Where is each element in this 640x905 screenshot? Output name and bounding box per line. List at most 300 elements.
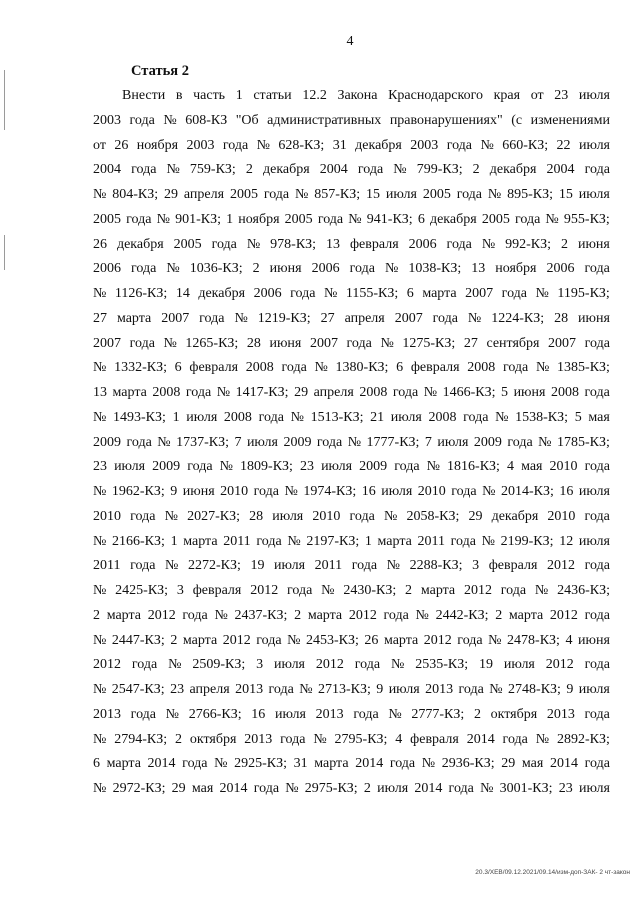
- body-word: 3: [176, 583, 184, 598]
- body-word: года: [353, 706, 379, 722]
- body-word: декабря: [491, 508, 539, 524]
- body-word: 28: [249, 508, 264, 524]
- body-word: сентября: [486, 335, 540, 351]
- body-word: 2014: [466, 731, 495, 747]
- body-word: года: [584, 261, 610, 277]
- body-word: февраля: [410, 360, 460, 376]
- body-word: года: [446, 137, 473, 153]
- body-word: 4: [507, 459, 514, 475]
- body-word: 660-КЗ;: [502, 137, 549, 153]
- body-word: 2: [294, 607, 302, 623]
- body-word: 27: [463, 335, 478, 351]
- body-word: 2766-КЗ;: [188, 706, 242, 722]
- body-word: 2453-КЗ;: [305, 632, 359, 648]
- body-word: 2008: [467, 360, 496, 376]
- body-word: 6: [417, 211, 425, 227]
- body-word: июня: [269, 261, 302, 277]
- body-word: 2535-КЗ;: [415, 657, 469, 673]
- body-word: 2442-КЗ;: [435, 607, 489, 623]
- body-word: 2713-КЗ;: [317, 682, 371, 697]
- body-word: ноября: [136, 137, 179, 153]
- body-word: 608-КЗ: [185, 112, 228, 128]
- body-word: №: [93, 286, 107, 301]
- body-word: №: [535, 360, 550, 376]
- body-word: года: [349, 508, 375, 524]
- body-word: 1785-КЗ;: [556, 434, 610, 450]
- body-word: июля: [186, 409, 218, 425]
- body-line: [93, 257, 610, 282]
- body-word: 2013: [93, 706, 121, 722]
- body-word: №: [545, 211, 559, 227]
- body-word: 2: [245, 162, 253, 178]
- body-word: 2436-КЗ;: [557, 583, 610, 598]
- body-word: 2795-КЗ;: [334, 731, 388, 747]
- body-word: года: [281, 360, 307, 376]
- body-word: 2008: [152, 385, 181, 400]
- body-word: июля: [272, 508, 304, 524]
- body-line: [93, 332, 610, 357]
- body-word: 2006: [311, 261, 340, 277]
- body-word: №: [383, 508, 398, 524]
- body-word: декабря: [489, 162, 537, 178]
- body-word: 2012: [545, 657, 574, 673]
- body-word: от: [530, 88, 544, 103]
- body-word: 1: [364, 533, 372, 549]
- body-word: №: [480, 781, 494, 796]
- body-word: марта: [508, 607, 544, 623]
- body-word: марта: [116, 310, 152, 326]
- body-word: июля: [578, 682, 610, 697]
- body-word: 992-КЗ;: [505, 236, 552, 252]
- body-word: года: [253, 484, 279, 499]
- body-word: 2010: [549, 459, 578, 475]
- body-line: [93, 480, 610, 505]
- body-word: февраля: [189, 360, 239, 376]
- body-word: №: [93, 187, 107, 202]
- body-word: года: [131, 261, 157, 277]
- body-word: 1036-КЗ;: [189, 261, 243, 277]
- body-word: 29: [164, 187, 179, 202]
- body-word: марта: [106, 607, 141, 623]
- body-word: 1737-КЗ;: [176, 434, 229, 450]
- body-line: [93, 604, 610, 629]
- body-word: №: [467, 310, 482, 326]
- body-word: 978-КЗ;: [270, 236, 317, 252]
- body-word: №: [347, 434, 362, 450]
- body-word: 2010: [220, 484, 249, 499]
- body-word: 2012: [423, 632, 452, 648]
- body-word: 1: [170, 533, 178, 549]
- body-word: 3: [472, 558, 480, 574]
- body-word: года: [349, 261, 375, 277]
- body-word: №: [93, 533, 107, 549]
- body-line: [93, 109, 610, 134]
- body-word: 2008: [359, 385, 388, 400]
- body-word: края: [493, 88, 521, 103]
- body-word: года: [287, 583, 313, 598]
- body-word: июня: [513, 385, 546, 400]
- body-word: №: [166, 162, 180, 178]
- body-word: №: [480, 137, 494, 153]
- body-word: июля: [274, 558, 306, 574]
- body-word: 941-КЗ;: [366, 211, 413, 227]
- body-word: 2006: [408, 236, 437, 252]
- body-word: №: [214, 607, 228, 623]
- body-word: 628-КЗ;: [278, 137, 325, 153]
- body-word: №: [168, 657, 182, 673]
- body-word: 2288-КЗ;: [409, 558, 463, 574]
- body-word: №: [489, 682, 503, 697]
- body-word: года: [253, 781, 280, 796]
- body-word: 1513-КЗ;: [310, 409, 364, 425]
- body-word: года: [222, 137, 249, 153]
- body-word: 2013: [425, 682, 454, 697]
- body-word: июля: [273, 657, 305, 673]
- body-word: 2005: [229, 187, 258, 202]
- body-word: 4: [565, 632, 573, 648]
- body-word: 1: [172, 409, 180, 425]
- body-word: марта: [183, 533, 218, 549]
- body-word: 799-КЗ;: [416, 162, 463, 178]
- body-word: №: [423, 385, 438, 400]
- body-word: 2027-КЗ;: [187, 508, 240, 524]
- body-line: [93, 431, 610, 456]
- body-word: 1224-КЗ;: [491, 310, 545, 326]
- body-word: 2014: [414, 781, 443, 796]
- body-word: года: [317, 211, 344, 227]
- body-word: 23: [300, 459, 314, 475]
- body-line: [93, 356, 610, 381]
- body-word: 2425-КЗ;: [115, 583, 169, 598]
- body-word: №: [163, 335, 177, 351]
- body-word: №: [390, 657, 405, 673]
- body-word: №: [290, 409, 304, 425]
- body-word: 2: [252, 261, 260, 277]
- body-word: 12: [559, 533, 574, 549]
- body-word: №: [93, 360, 107, 376]
- body-word: №: [246, 236, 261, 252]
- body-word: 2430-КЗ;: [343, 583, 397, 598]
- body-word: 1816-КЗ;: [447, 459, 500, 475]
- body-word: 2936-КЗ;: [441, 756, 495, 772]
- body-word: 2003: [93, 112, 121, 128]
- body-word: 1493-КЗ;: [113, 409, 166, 425]
- body-word: №: [165, 706, 180, 722]
- body-word: марта: [314, 756, 349, 772]
- body-word: 1417-КЗ;: [235, 385, 289, 400]
- body-word: №: [538, 434, 552, 450]
- body-word: 2: [472, 162, 480, 178]
- body-word: года: [263, 187, 290, 202]
- body-word: июля: [503, 657, 535, 673]
- body-word: 2009: [93, 434, 121, 450]
- body-word: года: [514, 211, 541, 227]
- body-word: июля: [578, 533, 610, 549]
- body-word: 1155-КЗ;: [345, 286, 399, 301]
- body-word: года: [450, 533, 476, 549]
- body-word: №: [163, 112, 177, 128]
- body-word: года: [502, 360, 529, 376]
- body-word: года: [346, 335, 372, 351]
- body-word: июля: [578, 781, 610, 796]
- body-word: года: [584, 459, 610, 475]
- body-word: №: [386, 558, 401, 574]
- body-word: года: [256, 632, 282, 648]
- body-word: 2004: [319, 162, 348, 178]
- body-word: 1809-КЗ;: [240, 459, 293, 475]
- body-word: №: [535, 731, 550, 747]
- body-word: года: [130, 558, 156, 574]
- body-word: Краснодарского: [388, 88, 483, 103]
- body-word: №: [299, 682, 313, 697]
- body-line: [93, 282, 610, 307]
- body-line: [93, 530, 610, 555]
- body-word: 2010: [93, 508, 121, 524]
- body-word: №: [285, 781, 299, 796]
- body-word: 2012: [348, 607, 377, 623]
- body-word: 29: [468, 508, 483, 524]
- body-word: 16: [251, 706, 266, 722]
- body-word: 2: [473, 706, 481, 722]
- body-word: 1962-КЗ;: [111, 484, 165, 499]
- body-word: 2009: [473, 434, 502, 450]
- body-word: 2012: [549, 607, 578, 623]
- body-word: 3: [256, 657, 264, 673]
- body-line: [93, 233, 610, 258]
- body-word: 2008: [428, 409, 457, 425]
- body-word: №: [164, 508, 178, 524]
- body-word: 2004: [93, 162, 121, 178]
- body-word: в: [175, 88, 183, 103]
- body-word: (с: [511, 112, 523, 128]
- body-word: 2003: [186, 137, 215, 153]
- body-word: года: [389, 756, 416, 772]
- body-word: мая: [521, 756, 544, 772]
- body-word: 29: [171, 781, 186, 796]
- body-word: 2447-КЗ;: [111, 632, 165, 648]
- body-word: №: [219, 459, 233, 475]
- body-word: года: [584, 607, 610, 623]
- body-word: 2014: [549, 756, 578, 772]
- body-word: года: [383, 607, 409, 623]
- body-word: 6: [396, 360, 404, 376]
- body-word: года: [258, 409, 284, 425]
- body-word: 2005: [481, 211, 510, 227]
- margin-mark-bottom: [4, 235, 5, 270]
- body-word: года: [501, 286, 527, 301]
- body-word: 2005: [284, 211, 313, 227]
- body-word: 2547-КЗ;: [111, 682, 165, 697]
- body-word: июля: [578, 137, 610, 153]
- footer-document-code: 20.3/ХЕВ/09.12.2021/09.14/изм-доп-ЗАК- 2 чт-закон: [475, 869, 630, 876]
- body-word: от: [93, 137, 106, 153]
- body-word: 21: [370, 409, 385, 425]
- body-word: 2007: [161, 310, 190, 326]
- body-word: №: [284, 484, 298, 499]
- body-word: статьи: [253, 88, 292, 103]
- body-word: года: [351, 558, 378, 574]
- body-word: №: [323, 286, 338, 301]
- body-word: 2748-КЗ;: [508, 682, 561, 697]
- body-word: июля: [388, 682, 420, 697]
- body-word: года: [129, 335, 155, 351]
- body-word: года: [584, 558, 610, 574]
- body-word: №: [348, 211, 362, 227]
- body-word: 2478-КЗ;: [507, 632, 560, 648]
- body-line: [93, 579, 610, 604]
- body-word: №: [380, 335, 394, 351]
- body-word: февраля: [349, 236, 399, 252]
- body-word: 2972-КЗ;: [112, 781, 166, 796]
- body-word: 2058-КЗ;: [406, 508, 460, 524]
- body-word: 31: [293, 756, 308, 772]
- body-word: 1195-КЗ;: [557, 286, 610, 301]
- body-word: года: [316, 434, 343, 450]
- body-word: Закона: [337, 88, 378, 103]
- body-word: 2012: [463, 583, 492, 598]
- body-word: 29: [501, 756, 516, 772]
- body-word: 28: [554, 310, 569, 326]
- body-word: июля: [578, 88, 610, 103]
- body-word: 2: [405, 583, 413, 598]
- body-word: года: [394, 459, 420, 475]
- body-word: марта: [422, 286, 457, 301]
- body-word: №: [487, 187, 502, 202]
- body-word: 2013: [244, 731, 273, 747]
- body-word: часть: [193, 88, 226, 103]
- body-word: №: [93, 781, 107, 796]
- body-word: июля: [578, 484, 610, 499]
- body-word: года: [463, 409, 489, 425]
- body-word: октября: [490, 706, 538, 722]
- body-word: марта: [307, 607, 343, 623]
- body-word: 3001-КЗ;: [499, 781, 553, 796]
- body-word: №: [415, 607, 429, 623]
- body-word: 5: [501, 385, 509, 400]
- body-line: [93, 406, 610, 431]
- body-word: 2009: [359, 459, 388, 475]
- body-word: 23: [558, 781, 573, 796]
- body-word: 1275-КЗ;: [402, 335, 456, 351]
- body-word: 13: [471, 261, 486, 277]
- body-word: мая: [521, 459, 543, 475]
- body-word: 9: [376, 682, 384, 697]
- body-word: 2011: [223, 533, 251, 549]
- body-word: 2: [93, 607, 100, 623]
- body-word: 1538-КЗ;: [515, 409, 569, 425]
- body-line: [93, 554, 610, 579]
- body-word: 2003: [410, 137, 439, 153]
- body-word: ноября: [238, 211, 280, 227]
- body-line: [93, 208, 610, 233]
- body-word: 13: [326, 236, 341, 252]
- body-word: №: [165, 558, 179, 574]
- body-word: года: [280, 731, 306, 747]
- body-word: года: [584, 706, 610, 722]
- body-word: 2975-КЗ;: [304, 781, 358, 796]
- body-word: июня: [578, 632, 610, 648]
- body-word: 12.2: [302, 88, 327, 103]
- body-word: 2007: [394, 310, 423, 326]
- body-word: года: [456, 187, 483, 202]
- body-word: №: [216, 385, 231, 400]
- body-word: 2009: [283, 434, 312, 450]
- body-word: года: [457, 632, 483, 648]
- body-word: года: [584, 756, 610, 772]
- body-word: №: [534, 583, 549, 598]
- body-word: мая: [191, 781, 214, 796]
- body-word: июля: [321, 459, 353, 475]
- body-word: 2013: [235, 682, 264, 697]
- body-word: 23: [554, 88, 569, 103]
- body-word: 2008: [245, 360, 274, 376]
- body-line: [93, 752, 610, 777]
- body-line: [93, 158, 610, 183]
- body-word: 19: [250, 558, 265, 574]
- body-word: года: [584, 508, 610, 524]
- body-word: 2166-КЗ;: [112, 533, 165, 549]
- body-word: 2777-КЗ;: [411, 706, 465, 722]
- body-word: 2: [174, 731, 182, 747]
- body-word: года: [448, 781, 474, 796]
- body-word: 2008: [550, 385, 579, 400]
- body-word: декабря: [429, 211, 477, 227]
- body-word: 16: [361, 484, 376, 499]
- body-word: №: [214, 756, 228, 772]
- body-word: 2013: [546, 706, 575, 722]
- body-word: года: [130, 508, 156, 524]
- body-line: [93, 629, 610, 654]
- body-word: 2437-КЗ;: [234, 607, 288, 623]
- body-word: 6: [93, 756, 100, 772]
- body-word: 1265-КЗ;: [185, 335, 239, 351]
- body-word: 15: [366, 187, 381, 202]
- body-word: года: [182, 607, 208, 623]
- body-word: №: [481, 236, 496, 252]
- body-word: 26: [93, 236, 107, 252]
- body-word: 2197-КЗ;: [306, 533, 360, 549]
- body-word: 2006: [93, 261, 121, 277]
- body-word: №: [295, 187, 309, 202]
- body-word: года: [584, 385, 610, 400]
- body-line: [93, 505, 610, 530]
- body-word: июля: [274, 706, 306, 722]
- body-word: июня: [578, 310, 610, 326]
- body-word: года: [182, 756, 208, 772]
- body-word: №: [93, 484, 107, 499]
- body-word: года: [584, 657, 610, 673]
- body-word: года: [432, 310, 458, 326]
- body-word: года: [131, 657, 158, 673]
- body-word: 1380-КЗ;: [335, 360, 389, 376]
- body-word: изменениями: [530, 112, 610, 128]
- body-word: 2199-КЗ;: [500, 533, 554, 549]
- body-word: №: [393, 162, 407, 178]
- body-word: 2272-КЗ;: [187, 558, 241, 574]
- body-word: февраля: [410, 731, 459, 747]
- body-word: 14: [175, 286, 190, 301]
- body-line: [93, 455, 610, 480]
- body-word: года: [130, 706, 156, 722]
- body-word: июля: [390, 409, 422, 425]
- body-word: №: [321, 583, 335, 598]
- body-word: года: [357, 162, 384, 178]
- body-word: 9: [170, 484, 178, 499]
- body-word: №: [482, 484, 496, 499]
- body-word: года: [268, 682, 294, 697]
- body-word: июня: [577, 236, 610, 252]
- body-word: 901-КЗ;: [175, 211, 222, 227]
